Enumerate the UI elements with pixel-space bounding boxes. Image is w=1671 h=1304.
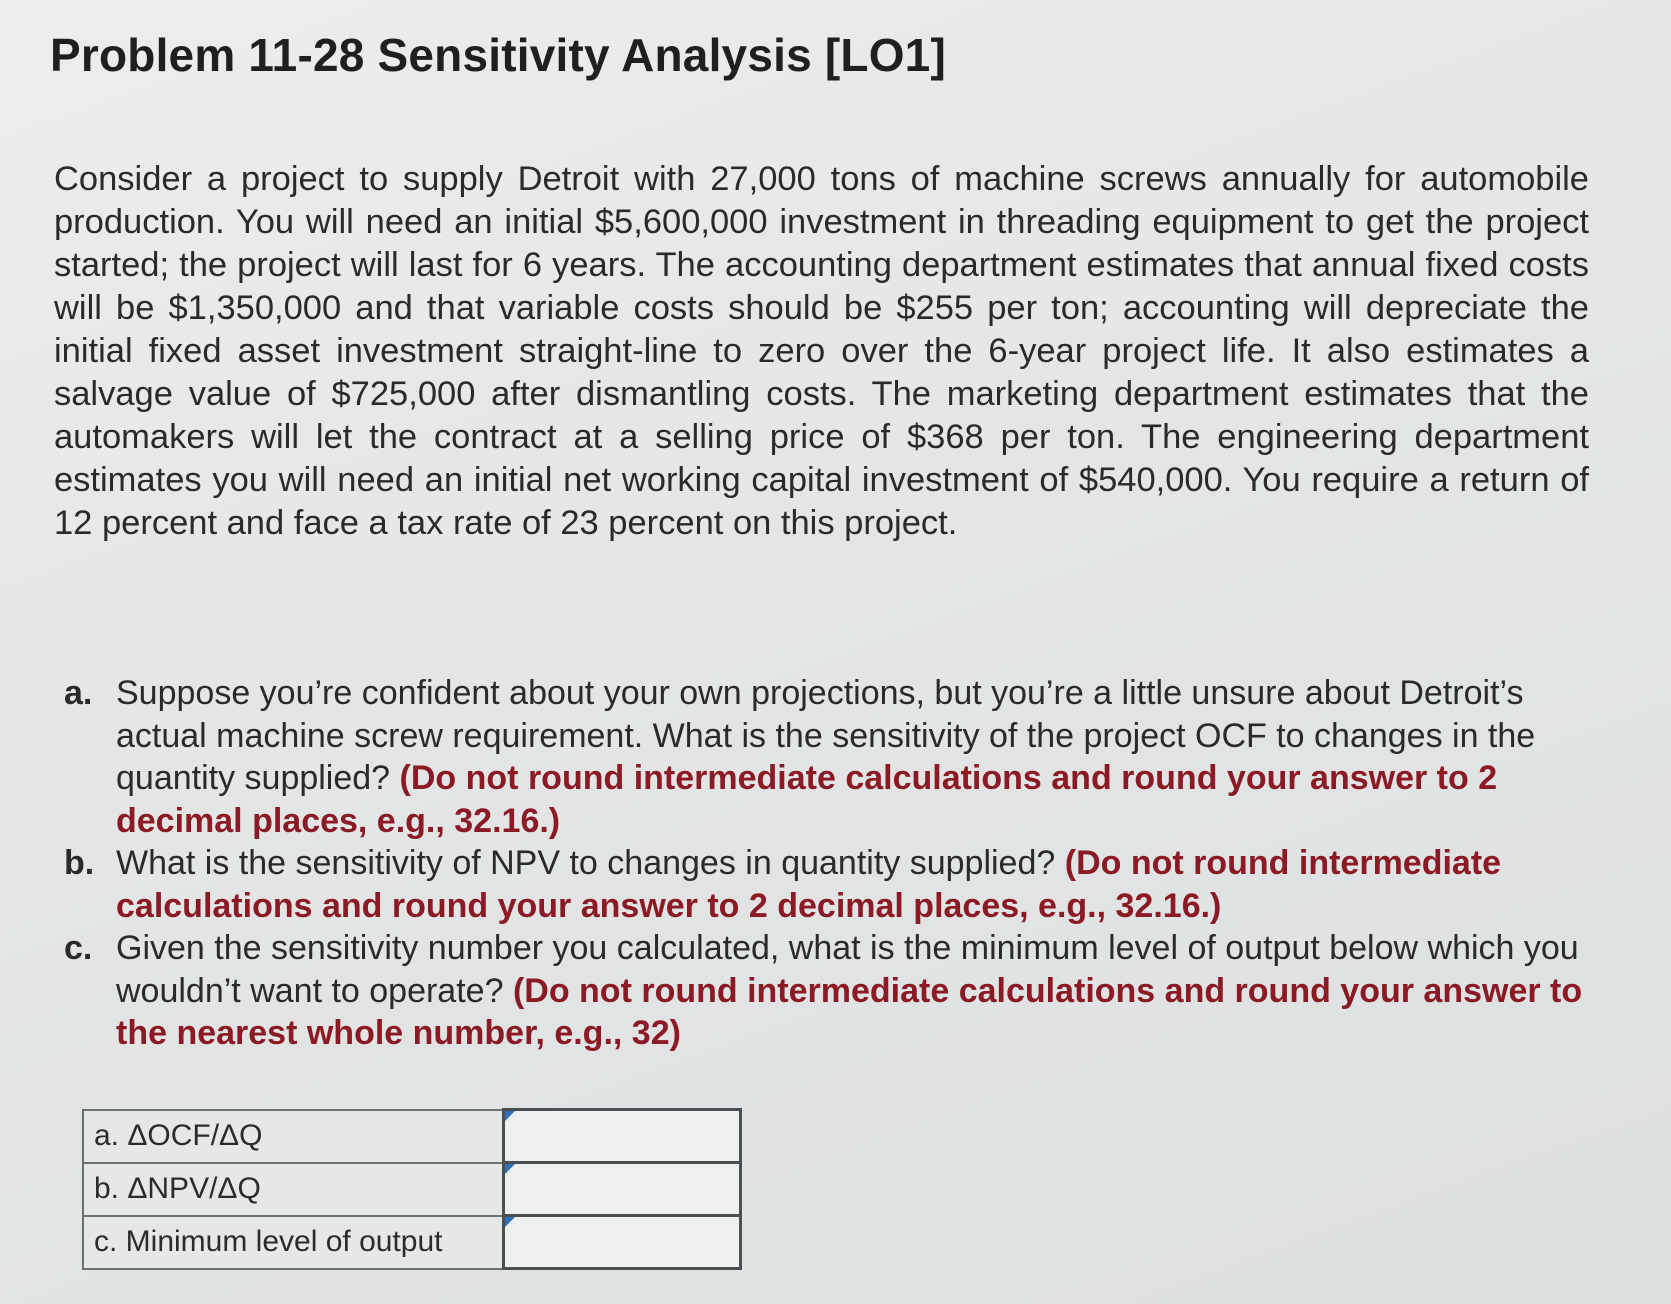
answer-row-npv <box>83 1163 741 1216</box>
input-marker-icon <box>505 1111 515 1121</box>
answer-row-ocf <box>83 1110 741 1163</box>
question-letter: a. <box>64 674 93 712</box>
question-text: Suppose you’re confident about your own projections, but you’re a little unsure about Detroit’s actual machine screw requirement. What is the sensitivity of the project OCF to changes in the quantity supplied? <box>116 674 1536 797</box>
answer-label-ocf: a. ΔOCF/ΔQ <box>83 1110 504 1163</box>
answer-cell-min-output[interactable] <box>504 1216 741 1269</box>
answer-row-min-output <box>83 1216 741 1269</box>
question-instruction: (Do not round intermediate calculations and round your answer to the nearest whole number, e.g., 32) <box>116 971 1583 1052</box>
problem-statement: Consider a project to supply Detroit with 27,000 tons of machine screws annually for automobile production. You will need an initial $5,600,000 investment in threading equipment to get the project started; the project will last for 6 years. The accounting department estimates that annual fixed costs will be $1,350,000 and that variable costs should be $255 per ton; accounting will depreciate the initial fixed asset investment straight-line to zero over the 6-year project life. It also estimates a salvage value of $725,000 after dismantling costs. The marketing department estimates that the automakers will let the contract at a selling price of $368 per ton. The engineering department estimates you will need an initial net working capital investment of $540,000. You require a return of 12 percent and face a tax rate of 23 percent on this project. <box>54 160 1589 542</box>
answer-input-npv[interactable] <box>505 1164 739 1214</box>
question-b <box>64 842 1584 927</box>
answer-label-npv: b. ΔNPV/ΔQ <box>83 1163 504 1216</box>
problem-title: Problem 11-28 Sensitivity Analysis [LO1] <box>50 29 946 81</box>
question-list <box>64 672 1584 1055</box>
question-c <box>64 927 1584 1055</box>
answer-label-min-output: c. Minimum level of output <box>83 1216 504 1269</box>
answer-cell-ocf[interactable] <box>504 1110 741 1163</box>
question-text: Given the sensitivity number you calculated, what is the minimum level of output below which you wouldn’t want to operate? <box>116 929 1579 1010</box>
answer-cell-npv[interactable] <box>504 1163 741 1216</box>
question-a <box>64 672 1584 842</box>
input-marker-icon <box>505 1217 515 1227</box>
answer-table <box>82 1108 742 1270</box>
question-letter: b. <box>64 844 95 882</box>
answer-input-min-output[interactable] <box>505 1217 739 1267</box>
question-instruction: (Do not round intermediate calculations and round your answer to 2 decimal places, e.g., 32.16.) <box>116 759 1498 840</box>
answer-input-ocf[interactable] <box>505 1111 739 1161</box>
input-marker-icon <box>505 1164 515 1174</box>
question-text: What is the sensitivity of NPV to changes in quantity supplied? <box>116 844 1056 882</box>
question-instruction: (Do not round intermediate calculations and round your answer to 2 decimal places, e.g., 32.16.) <box>116 844 1502 925</box>
question-letter: c. <box>64 929 93 967</box>
